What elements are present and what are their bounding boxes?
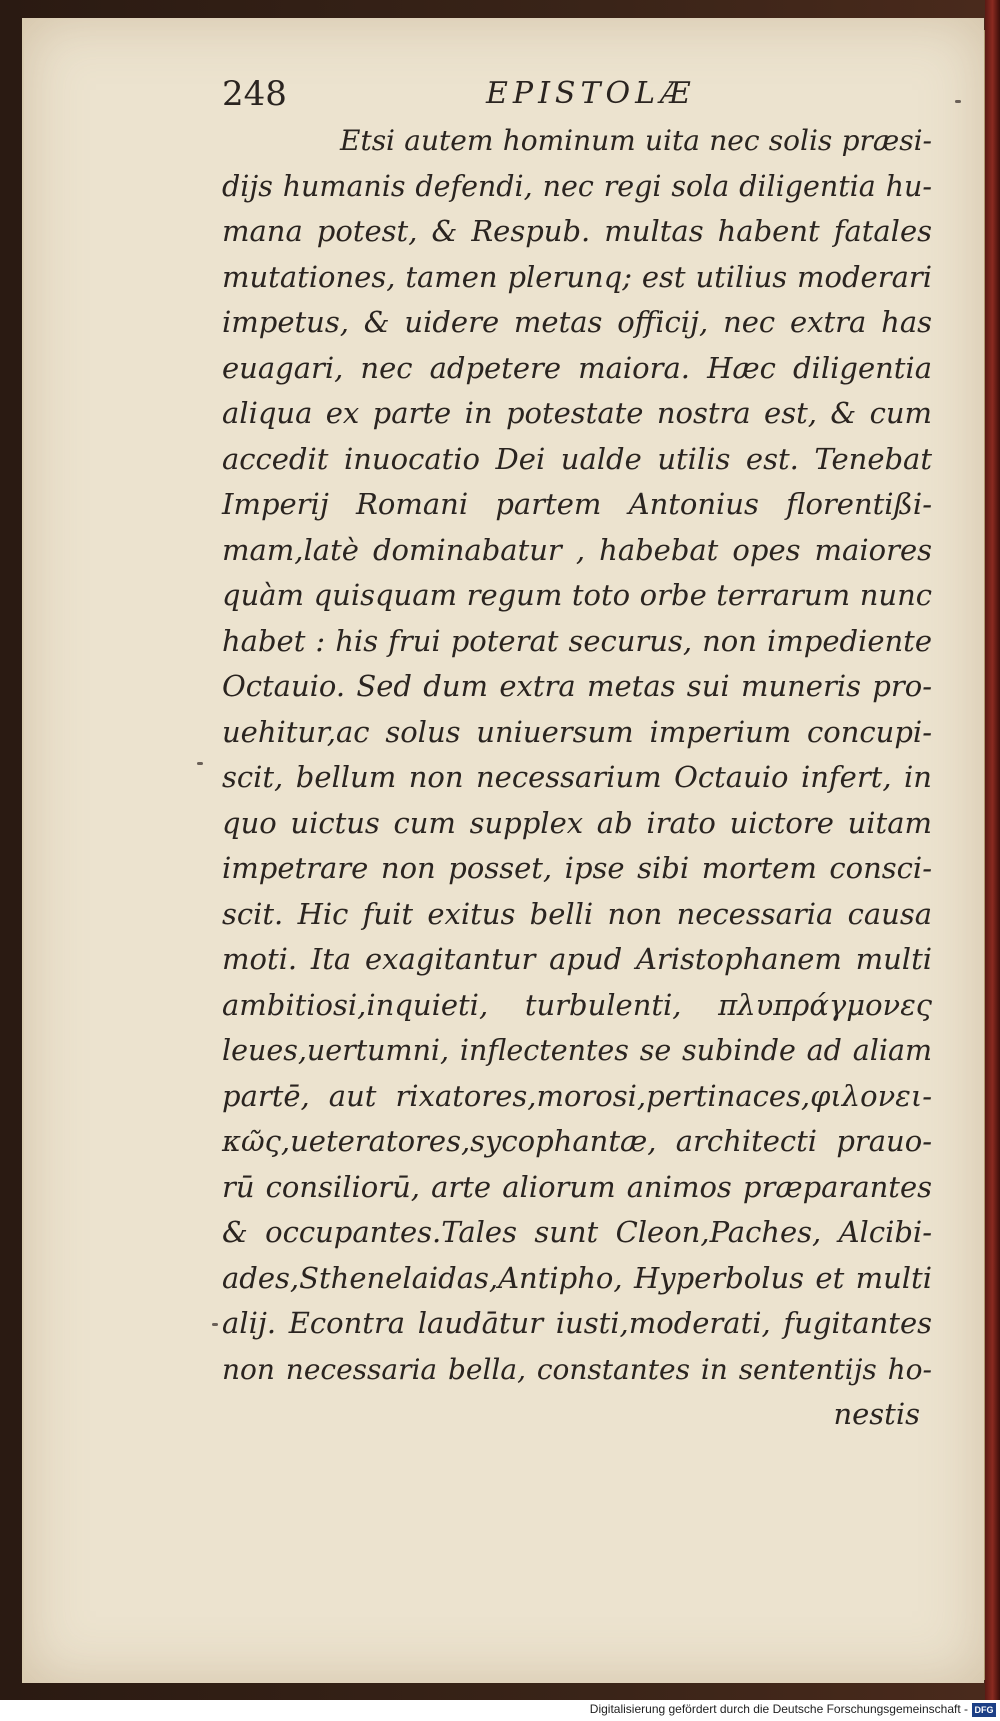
text-line: Etsi autem hominum uita nec solis præsi- xyxy=(340,124,932,157)
text-line: habet : his frui poterat securus, non impediente xyxy=(222,623,932,658)
running-head: EPISTOLÆ xyxy=(486,76,696,111)
ink-speck xyxy=(955,100,961,103)
text-line: aliqua ex parte in potestate nostra est, & cum xyxy=(222,396,932,430)
text-line: rū consiliorū, arte aliorum animos præparantes xyxy=(222,1169,932,1204)
text-line: alij. Econtra laudātur iusti,moderati, fugitantes xyxy=(222,1306,932,1340)
text-line: mana potest, & Respub. multas habent fatales xyxy=(222,214,932,248)
text-line: & occupantes.Tales sunt Cleon,Paches, Alcibi- xyxy=(222,1215,932,1249)
text-line: leues,uertumni, inflectentes se subinde ad aliam xyxy=(222,1034,932,1067)
catchword: nestis xyxy=(833,1397,920,1431)
digitization-footer xyxy=(0,1700,1000,1721)
text-line: impetrare non posset, ipse sibi mortem consci- xyxy=(222,851,932,885)
dfg-logo: DFG xyxy=(972,1703,996,1717)
binding-edge xyxy=(985,0,1000,1721)
text-line: κῶς,ueteratores,sycophantæ, architecti prauo- xyxy=(222,1124,932,1158)
funding-credit: Digitalisierung gefördert durch die Deutsche Forschungsgemeinschaft - xyxy=(589,1702,968,1716)
text-line: partē, aut rixatores,morosi,pertinaces,φιλονει- xyxy=(222,1078,932,1113)
text-line: moti. Ita exagitantur apud Aristophanem multi xyxy=(222,942,932,976)
text-line: Octauio. Sed dum extra metas sui muneris pro- xyxy=(222,669,932,703)
text-line: non necessaria bella, constantes in sententijs ho- xyxy=(222,1352,932,1386)
text-line: quàm quisquam regum toto orbe terrarum nunc xyxy=(222,578,932,612)
page-number: 248 xyxy=(222,74,287,114)
text-line: mutationes, tamen plerunq; est utilius moderari xyxy=(222,259,932,294)
text-line: accedit inuocatio Dei ualde utilis est. Tenebat xyxy=(222,441,932,476)
text-line: impetus, & uidere metas officij, nec extra has xyxy=(222,305,932,339)
text-line: Imperij Romani partem Antonius florentißi- xyxy=(222,487,932,521)
ink-speck xyxy=(197,762,203,765)
text-line: quo uictus cum supplex ab irato uictore uitam xyxy=(222,805,932,840)
text-line: mam,latè dominabatur , habebat opes maiores xyxy=(222,532,932,567)
text-line: ades,Sthenelaidas,Antipho, Hyperbolus et multi xyxy=(222,1260,932,1295)
text-line: scit. Hic fuit exitus belli non necessaria causa xyxy=(222,896,932,931)
text-line: ambitiosi,inquieti, turbulenti, πλυπράγμονες xyxy=(222,987,932,1022)
page-header xyxy=(222,74,822,114)
text-line: dijs humanis defendi, nec regi sola diligentia hu- xyxy=(222,169,932,203)
text-line: scit, bellum non necessarium Octauio infert, in xyxy=(222,760,932,794)
ink-speck xyxy=(212,1323,218,1326)
body-text xyxy=(222,118,932,1438)
text-line: uehitur,ac solus uniuersum imperium concupi- xyxy=(222,714,932,749)
text-line: euagari, nec adpetere maiora. Hæc diligentia xyxy=(222,350,932,385)
